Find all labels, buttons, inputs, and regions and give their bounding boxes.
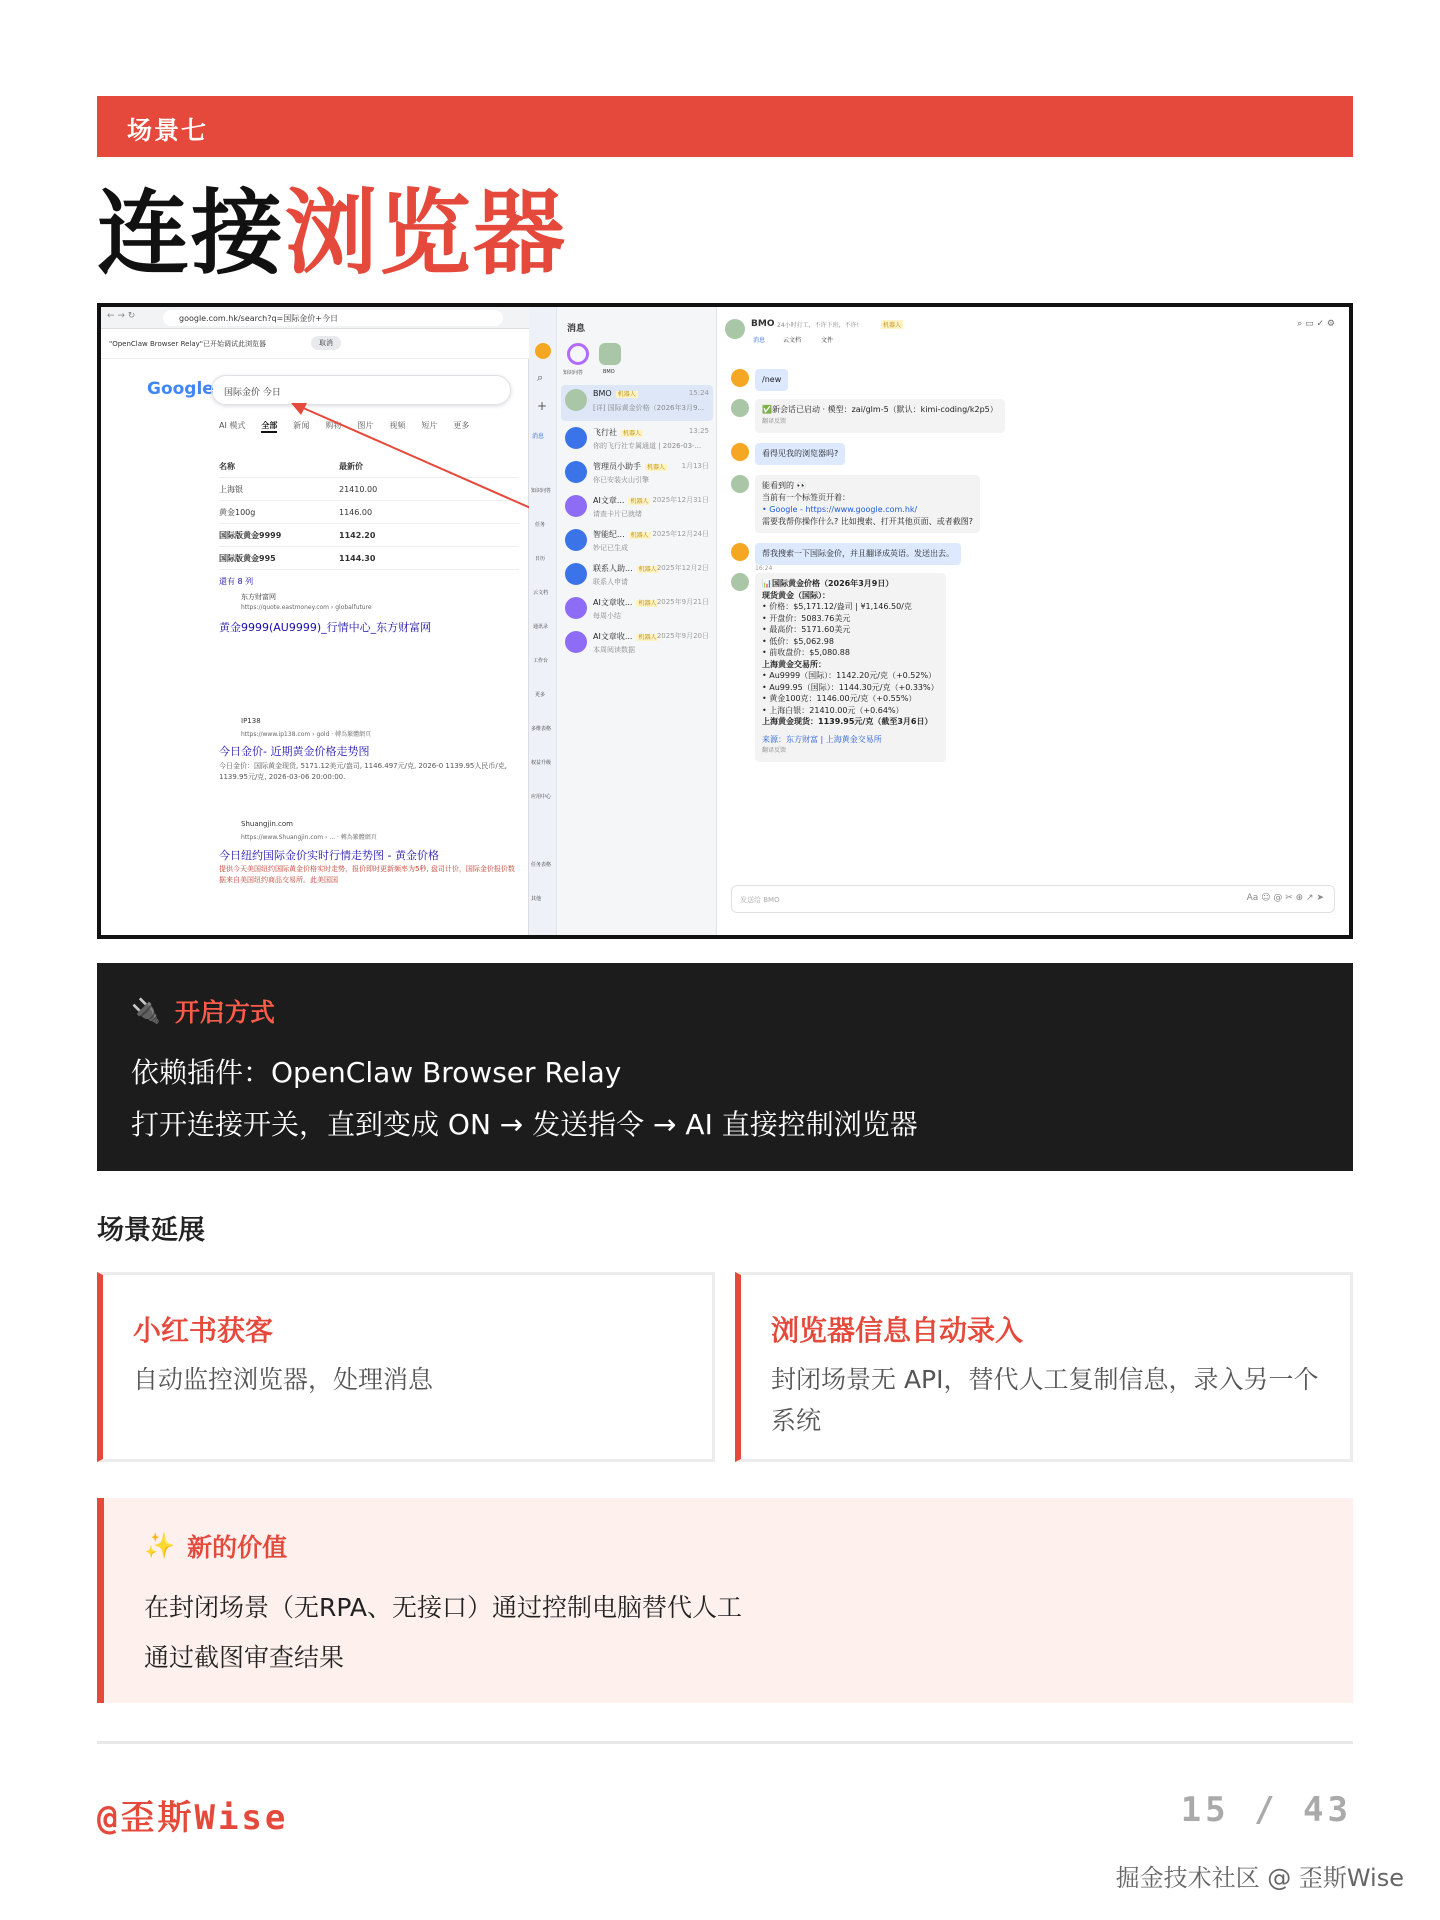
nav-back-icon[interactable]: ← → ↻ [107,311,136,321]
user-avatar [731,369,749,387]
page-title [97,178,567,288]
search-icon[interactable]: ⌕ [537,371,544,384]
chat-subtab[interactable]: 文件 [821,337,834,344]
message-list-title: 消息 [567,324,586,334]
screenshot-frame [97,303,1353,939]
scene-label: 场景七 [127,116,209,145]
bot-avatar [731,573,749,591]
sidebar-item[interactable]: 通讯录 [533,624,549,630]
card-title: 小红书获客 [133,1314,274,1347]
enable-method-heading: 🔌 开启方式 [131,997,275,1027]
result-site: Shuangjin.com [241,820,293,828]
extension-card [735,1272,1353,1462]
plug-icon: 🔌 [131,997,161,1025]
result-title-link[interactable]: 黄金9999(AU9999)_行情中心_东方财富网 [219,621,432,634]
result-snippet: 提供今天美国纽约国际黄金价格实时走势，报价即时更新频率为5秒, 盘司计价，国际金价报价数据来自美国纽约商品交易所。此美国国 [219,865,515,884]
list-item[interactable]: AI文章收... 机器人 2025年9月20日 本周阅读数据 [561,627,713,663]
result-site: IP138 [241,717,261,725]
tab-news[interactable]: 新闻 [293,421,310,430]
message-list [557,307,717,935]
more-rows-link[interactable]: 還有 8 列 [219,577,254,586]
bot-avatar [731,475,749,493]
tab-shopping[interactable]: 购物 [325,421,342,430]
list-item[interactable]: BMO 机器人 15:24 [详] 国际黄金价格（2026年3月9... [561,385,713,421]
tab-all[interactable]: 全部 [261,420,277,433]
card-body: 封闭场景无 API，替代人工复制信息，录入另一个系统 [771,1365,1319,1435]
tab-ai-mode[interactable]: AI 模式 [219,421,246,430]
chat-panel [717,307,1349,935]
google-logo: Google [147,379,214,399]
chat-subtab[interactable]: 消息 [753,337,766,344]
sidebar-item[interactable]: 更多 [535,692,546,698]
list-item[interactable]: AI文章收... 机器人 2025年9月21日 每周小结 [561,593,713,629]
sidebar-item[interactable]: 知识问答 [531,488,552,494]
result-title-link[interactable]: 今日金价- 近期黄金价格走势图 [219,745,370,758]
result-url: https://www.ip138.com › gold · 轉為繁體網頁 [241,731,372,738]
sidebar-item[interactable]: 应用中心 [531,794,552,800]
title-part1: 连接 [97,179,286,287]
value-panel [97,1498,1353,1703]
tab-videos[interactable]: 视频 [389,421,406,430]
list-item[interactable]: 飞行社 机器人 13:25 你的飞行社专属通道 | 2026-03-... [561,423,713,459]
input-toolbar-icons[interactable]: Aa ☺ @ ✂ ⊕ ↗ ➤ [1246,893,1324,903]
result-snippet: 今日金价：国际黄金现货, 5171.12美元/盎司, 1146.497元/克, 2026-0 1139.95人民币/克, 1139.95元/克, 2026-03-06 20:00:00. [219,762,507,781]
brand-handle: @歪斯Wise [97,1798,289,1838]
bot-avatar [725,319,745,339]
tab-more[interactable]: 更多 [453,421,470,430]
bot-avatar [731,399,749,417]
chat-message: 帮我搜索一下国际金价，并且翻译成英语。发送出去。 [755,543,961,565]
browser-window [101,307,529,935]
table-row: 上海银 21410.00 [219,478,519,501]
value-line: 通过截图审查结果 [144,1643,345,1672]
tab-shorts[interactable]: 短片 [421,421,438,430]
chat-toolbar-icons[interactable]: ⌕ ▭ ✓ ⚙ [1297,319,1335,329]
user-avatar [731,543,749,561]
value-heading: ✨ 新的价值 [144,1531,288,1562]
bot-tag: 机器人 [883,322,902,329]
list-item[interactable]: 联系人助... 机器人 2025年12月2日 联系人申请 [561,559,713,595]
value-line: 在封闭场景（无RPA、无接口）通过控制电脑替代人工 [144,1593,742,1622]
enable-method-panel [97,963,1353,1171]
sidebar-item[interactable]: 云文档 [533,590,549,596]
pinned-qa-icon[interactable] [567,343,589,365]
result-site: 东方财富网 [241,593,276,601]
sidebar-item[interactable]: 权益升级 [531,760,552,766]
list-item[interactable]: 智能纪... 机器人 2025年12月24日 妙记已生成 [561,525,713,561]
sidebar-item[interactable]: 多维表格 [531,726,552,732]
table-row: 国际版黄金9999 1142.20 [219,524,519,547]
footer-divider [97,1741,1353,1744]
table-header: 名称 最新价 [219,455,519,478]
scene-banner [97,96,1353,157]
card-body: 自动监控浏览器，处理消息 [133,1365,434,1394]
chat-name: BMO [751,319,775,329]
table-row: 国际版黄金995 1144.30 [219,547,519,570]
app-sidebar [529,307,557,935]
chat-message: ✅新会话已启动 · 模型：zai/glm-5（默认：kimi-coding/k2p5） 翻译反馈 [755,399,1005,433]
add-icon[interactable]: + [537,399,548,413]
pinned-label: BMO [603,369,615,375]
plugin-line: 依赖插件：OpenClaw Browser Relay [131,1056,622,1089]
list-item[interactable]: 管理员小助手 机器人 1月13日 你已安装火山引擎 [561,457,713,493]
result-title-link[interactable]: 今日纽约国际金价实时行情走势图 - 黄金价格 [219,849,439,862]
message-input[interactable]: 发送给 BMO Aa ☺ @ ✂ ⊕ ↗ ➤ [731,885,1335,913]
user-avatar [731,443,749,461]
chat-message: 能看到的 👀 当前有一个标签页开着： • Google - https://www.google.com.hk/ 需要我帮你操作什么? 比如搜索、打开其他页面、或者截图? [755,475,980,533]
sidebar-item[interactable]: 工作台 [533,658,549,664]
result-url: https://www.Shuangjin.com › ... · 轉為繁體網頁 [241,834,377,841]
sidebar-item[interactable]: 其他 [531,896,542,902]
search-input[interactable]: 国际金价 今日 [211,375,511,405]
list-item[interactable]: AI文章... 机器人 2025年12月31日 请查卡片已就绪 [561,491,713,527]
pinned-bmo-icon[interactable] [599,343,621,365]
result-url: https://quote.eastmoney.com › globalfuture [241,604,372,611]
sidebar-item[interactable]: 日历 [535,556,546,562]
section-title: 场景延展 [97,1215,205,1246]
page-number: 15 / 43 [1180,1790,1352,1830]
url-field[interactable]: google.com.hk/search?q=国际金价+今日 [163,310,503,326]
relay-notice: "OpenClaw Browser Relay"已开始调试此浏览器 [109,340,267,348]
card-title: 浏览器信息自动录入 [771,1314,1024,1347]
gold-report-card: 📊国际黄金价格（2026年3月9日） 现货黄金（国际）： • 价格：$5,171.12/盎司 | ¥1,146.50/克 • 开盘价：5083.76美元 • 最高价：5171.60美元 • 低价：$5,062.98 • 前收盘价：$5,080.88 上海黄金交易所： • Au9999（国际）：1142.20元/克（+0.52%） • Au99.95（国际）：1144.30元/克（+0.33%） • 黄金100克：1146.00元/克（+0.55%） • 上海白银：21410.00元（+0.64%） 上海黄金现货：1139.95元/克（截至3月6日） 来源：东方财富 | 上海黄金交易所 翻译反馈 [755,573,946,762]
tab-images[interactable]: 图片 [357,421,374,430]
sidebar-item[interactable]: 任务表格 [531,862,552,868]
avatar[interactable] [535,343,551,359]
message-time: 16:24 [755,565,773,572]
chat-message: /new [755,369,788,391]
chat-status: 24小时打工，不许下班，不许! [777,322,860,329]
table-row: 黄金100g 1146.00 [219,501,519,524]
sparkle-icon: ✨ [144,1531,176,1560]
chat-message: 看得见我的浏览器吗? [755,443,845,465]
watermark: 掘金技术社区 @ 歪斯Wise [1115,1864,1404,1892]
title-part2: 浏览器 [285,179,568,287]
sidebar-item[interactable]: 任务 [535,522,546,528]
steps-line: 打开连接开关，直到变成 ON → 发送指令 → AI 直接控制浏览器 [131,1108,918,1141]
chat-subtab[interactable]: 云文档 [783,337,802,344]
relay-cancel-button[interactable]: 取消 [311,336,341,350]
extension-card [97,1272,715,1462]
pinned-label: 知识问答 [563,370,584,376]
sidebar-item-messages[interactable]: 消息 [532,433,545,440]
